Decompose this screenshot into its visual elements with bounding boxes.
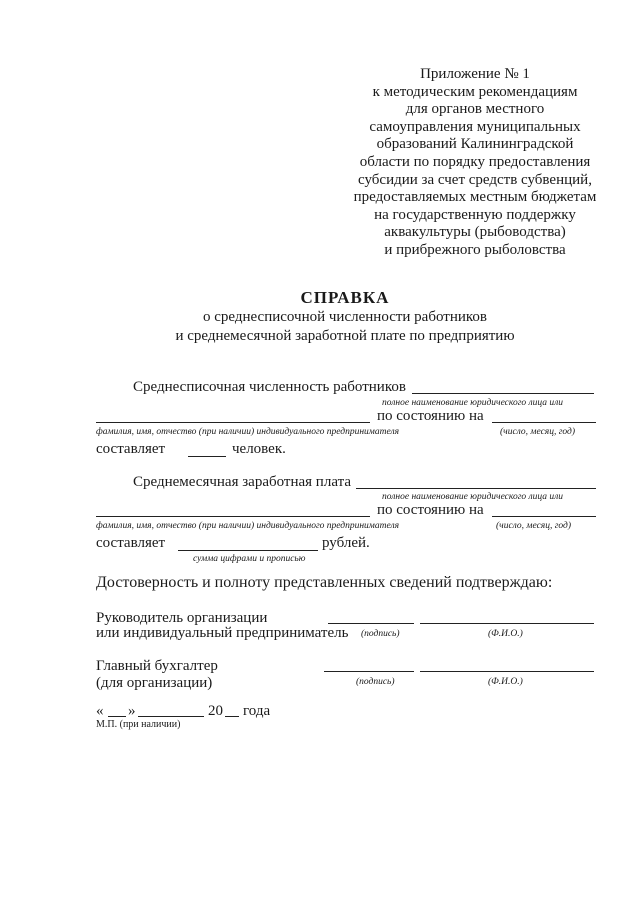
annex-line: и прибрежного рыболовства [384, 241, 566, 258]
annex-line: самоуправления муниципальных [369, 118, 581, 135]
document-title: СПРАВКА [300, 288, 390, 307]
org-name-field[interactable] [412, 393, 594, 394]
fio-caption: фамилия, имя, отчество (при наличии) индивидуального предпринимателя [96, 427, 400, 437]
annex-line: на государственную поддержку [374, 206, 576, 223]
annex-line: аквакультуры (рыбоводства) [384, 224, 566, 241]
signature-caption: (подпись) [356, 677, 395, 687]
date-field[interactable] [492, 422, 596, 423]
salary-field[interactable] [178, 550, 318, 551]
as-of-label: по состоянию на [377, 502, 484, 518]
annex-line: Приложение № 1 [420, 66, 530, 82]
accountant-signature-field[interactable] [324, 671, 414, 672]
annex-line: области по порядку предоставления [359, 153, 591, 170]
date-caption: (число, месяц, год) [500, 427, 576, 437]
amounts-to-label: составляет [96, 535, 166, 551]
annex-block [330, 66, 620, 260]
org-name-field[interactable] [356, 488, 596, 489]
year-prefix: 20 [208, 703, 223, 719]
sum-caption: сумма цифрами и прописью [193, 554, 306, 564]
document-subtitle-line: о среднесписочной численности работников [203, 309, 487, 325]
annex-line: образований Калининградской [376, 136, 574, 153]
fio-caption: (Ф.И.О.) [488, 629, 523, 639]
date-open-quote: « [96, 703, 104, 719]
seal-note: М.П. (при наличии) [96, 719, 181, 730]
headcount-field[interactable] [188, 456, 226, 457]
head-title-line2: или индивидуальный предприниматель [96, 625, 349, 641]
fio-caption: фамилия, имя, отчество (при наличии) индивидуального предпринимателя [96, 521, 400, 531]
day-field[interactable] [108, 716, 126, 717]
head-signature-field[interactable] [328, 623, 414, 624]
date-field[interactable] [492, 516, 596, 517]
confirmation-text: Достоверность и полноту представленных сведений подтверждаю: [96, 574, 553, 591]
signature-caption: (подпись) [361, 629, 400, 639]
amounts-to-label: составляет [96, 441, 166, 457]
org-name-caption: полное наименование юридического лица или [382, 492, 564, 502]
annex-line: предоставляемых местным бюджетам [353, 189, 597, 206]
year-field[interactable] [225, 716, 239, 717]
fio-field[interactable] [96, 516, 370, 517]
unit-label: рублей. [322, 535, 370, 551]
date-caption: (число, месяц, год) [496, 521, 572, 531]
document-subtitle-line: и среднемесячной заработной плате по предприятию [175, 328, 515, 344]
fio-caption: (Ф.И.О.) [488, 677, 523, 687]
date-close-quote: » [128, 703, 136, 719]
accountant-name-field[interactable] [420, 671, 594, 672]
fio-field[interactable] [96, 422, 370, 423]
headcount-label: Среднесписочная численность работников [133, 379, 406, 395]
annex-line: субсидии за счет средств субвенций, [358, 171, 592, 188]
annex-line: для органов местного [405, 101, 545, 118]
month-field[interactable] [138, 716, 204, 717]
as-of-label: по состоянию на [377, 408, 484, 424]
accountant-title-line2: (для организации) [96, 675, 213, 691]
year-suffix: года [243, 703, 271, 719]
org-name-caption: полное наименование юридического лица или [382, 398, 564, 408]
head-title: Руководитель организации [96, 610, 268, 626]
annex-line: к методическим рекомендациям [372, 83, 578, 100]
unit-label: человек. [232, 441, 286, 457]
accountant-title: Главный бухгалтер [96, 658, 218, 674]
head-name-field[interactable] [420, 623, 594, 624]
salary-label: Среднемесячная заработная плата [133, 474, 351, 490]
